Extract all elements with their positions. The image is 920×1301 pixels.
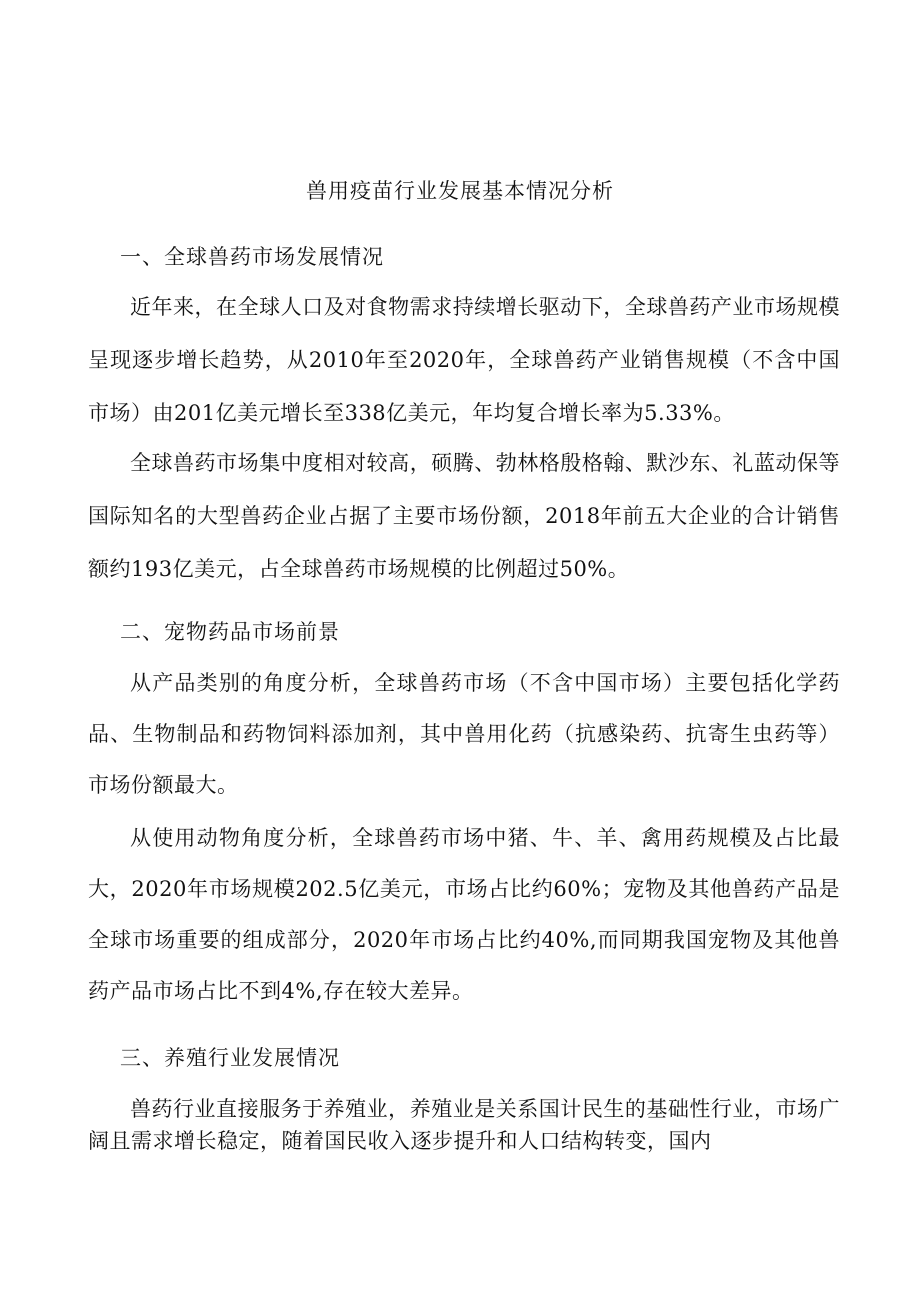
section-heading-3: 三、养殖行业发展情况 (120, 1046, 340, 1070)
section-2-paragraph-1: 从产品类别的角度分析，全球兽药市场（不含中国市场）主要包括化学药品、生物制品和药物饲料添加剂，其中兽用化药（抗感染药、抗寄生虫药等）市场份额最大。 (88, 671, 840, 797)
section-heading-1: 一、全球兽药市场发展情况 (120, 245, 384, 269)
section-heading-2: 二、宠物药品市场前景 (120, 620, 340, 644)
section-2-paragraph-2: 从使用动物角度分析，全球兽药市场中猪、牛、羊、禽用药规模及占比最大，2020年市场规模202.5亿美元，市场占比约60%；宠物及其他兽药产品是全球市场重要的组成部分，2020年市场占比约40%,而同期我国宠物及其他兽药产品市场占比不到4%,存在较大差异。 (88, 826, 840, 1003)
section-1-paragraph-2: 全球兽药市场集中度相对较高，硕腾、勃林格殷格翰、默沙东、礼蓝动保等国际知名的大型兽药企业占据了主要市场份额，2018年前五大企业的合计销售额约193亿美元，占全球兽药市场规模的比例超过50%。 (88, 451, 840, 581)
section-3-paragraph-1: 兽药行业直接服务于养殖业，养殖业是关系国计民生的基础性行业，市场广阔且需求增长稳定，随着国民收入逐步提升和人口结构转变，国内 (88, 1097, 840, 1153)
section-1-paragraph-1: 近年来，在全球人口及对食物需求持续增长驱动下，全球兽药产业市场规模呈现逐步增长趋势，从2010年至2020年，全球兽药产业销售规模（不含中国市场）由201亿美元增长至338亿美元，年均复合增长率为5.33%。 (88, 295, 840, 425)
document-title: 兽用疫苗行业发展基本情况分析 (306, 179, 614, 203)
